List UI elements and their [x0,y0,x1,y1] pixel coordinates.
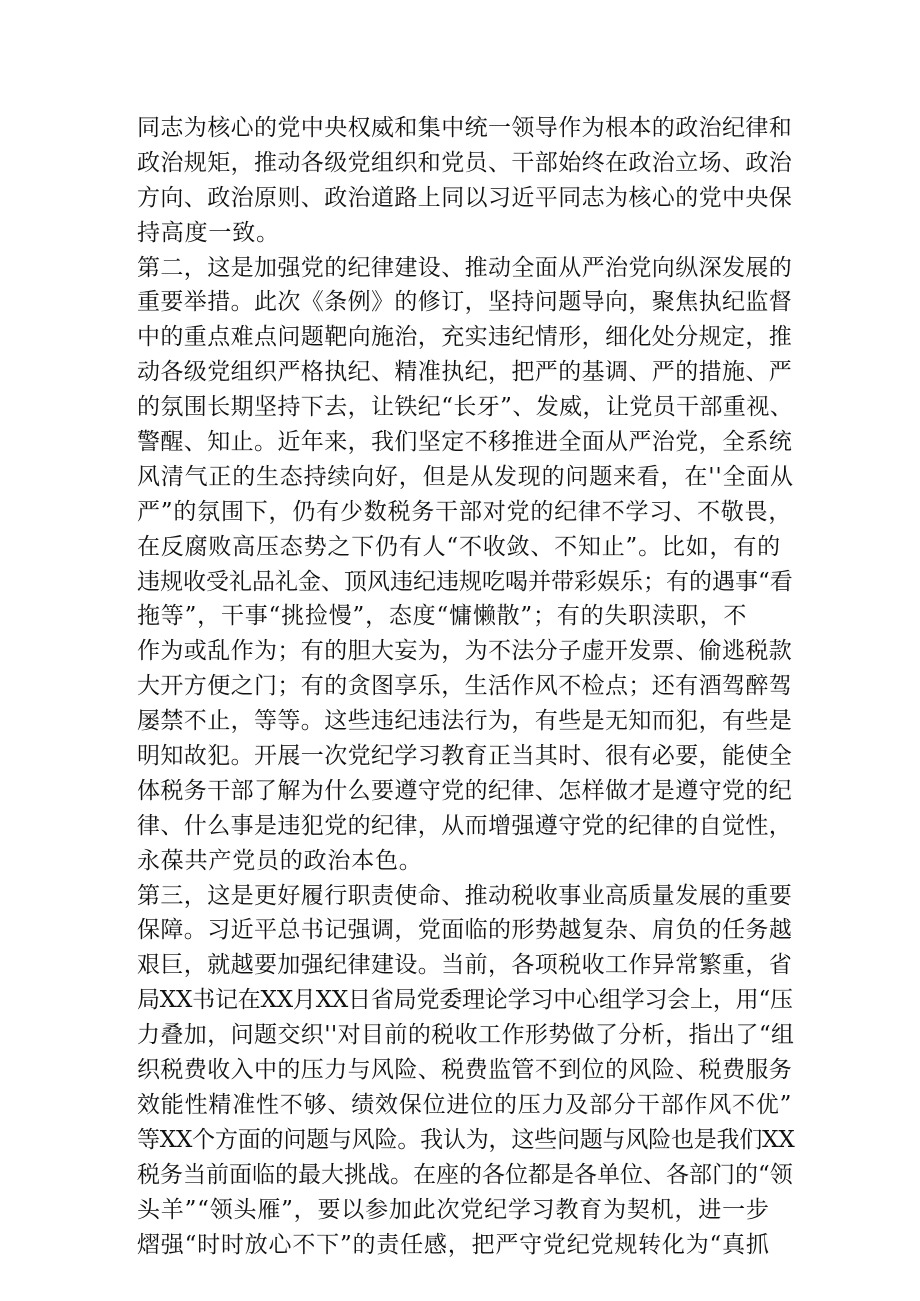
text-line: 中的重点难点问题靶向施治，充实违纪情形，细化处分规定，推 [137,324,793,351]
text-line: 屡禁不止，等等。这些违纪违法行为，有些是无知而犯，有些是 [137,708,793,735]
text-line: 头羊”“领头雁”，要以参加此次党纪学习教育为契机，进一步 [137,1196,770,1223]
text-line: 重要举措。此次《条例》的修订，坚持问题导向，聚焦执纪监督 [137,289,793,316]
text-line: 律、什么事是违犯党的纪律，从而增强遵守党的纪律的自觉性， [137,812,793,839]
text-line: 第二，这是加强党的纪律建设、推动全面从严治党向纵深发展的 [137,254,793,281]
text-line: 效能性精准性不够、绩效保位进位的压力及部分干部作风不优” [137,1091,793,1118]
text-line: 艰巨，就越要加强纪律建设。当前，各项税收工作异常繁重，省 [137,952,793,979]
text-line: 作为或乱作为；有的胆大妄为，为不法分子虚开发票、偷逃税款 [137,638,793,665]
text-line: 警醒、知止。近年来，我们坚定不移推进全面从严治党，全系统 [137,429,793,456]
text-line: 严”的氛围下，仍有少数税务干部对党的纪律不学习、不敬畏， [137,498,793,525]
text-line: 拖等”，干事“挑捡慢”，态度“慵懒散”；有的失职渎职，不 [137,603,748,630]
text-line: 熠强“时时放心不下”的责任感，把严守党纪党规转化为“真抓 [137,1231,770,1258]
text-line: 持高度一致。 [137,219,280,246]
text-line: 保障。习近平总书记强调，党面临的形势越复杂、肩负的任务越 [137,917,793,944]
text-line: 政治规矩，推动各级党组织和党员、干部始终在政治立场、政治 [137,149,793,176]
text-line: 方向、政治原则、政治道路上同以习近平同志为核心的党中央保 [137,184,793,211]
text-line: 等XX个方面的问题与风险。我认为，这些问题与风险也是我们XX [137,1126,795,1153]
text-line: 在反腐败高压态势之下仍有人“不收敛、不知止”。比如，有的 [137,533,781,560]
text-line: 第三，这是更好履行职责使命、推动税收事业高质量发展的重要 [137,882,793,909]
text-line: 违规收受礼品礼金、顶风违纪违规吃喝并带彩娱乐；有的遇事“看 [137,568,793,595]
text-line: 风清气正的生态持续向好，但是从发现的问题来看，在''全面从 [137,463,794,490]
text-line: 永葆共产党员的政治本色。 [137,847,423,874]
text-line: 动各级党组织严格执纪、精准执纪，把严的基调、严的措施、严 [137,359,793,386]
text-line: 织税费收入中的压力与风险、税费监管不到位的风险、税费服务 [137,1057,793,1084]
text-line: 力叠加，问题交织''对目前的税收工作形势做了分析，指出了“组 [137,1022,795,1049]
text-line: 明知故犯。开展一次党纪学习教育正当其时、很有必要，能使全 [137,743,793,770]
text-line: 税务当前面临的最大挑战。在座的各位都是各单位、各部门的“领 [137,1161,793,1188]
text-line: 体税务干部了解为什么要遵守党的纪律、怎样做才是遵守党的纪 [137,777,793,804]
text-line: 局XX书记在XX月XX日省局党委理论学习中心组学习会上，用“压 [137,987,793,1014]
body-text [137,111,797,1262]
text-line: 的氛围长期坚持下去，让铁纪“长牙”、发威，让党员干部重视、 [137,394,794,421]
text-line: 同志为核心的党中央权威和集中统一领导作为根本的政治纪律和 [137,115,793,141]
text-line: 大开方便之门；有的贪图享乐，生活作风不检点；还有酒驾醉驾 [137,673,793,700]
